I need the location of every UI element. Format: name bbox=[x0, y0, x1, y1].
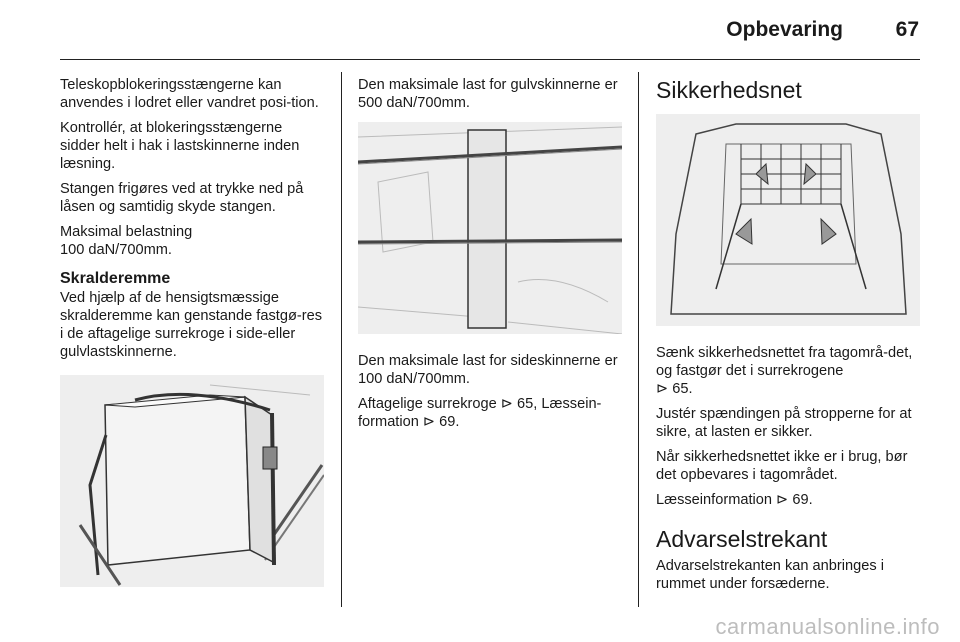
paragraph-ratchet-straps: Ved hjælp af de hensigtsmæssige skralderemme kan genstande fastgø-res i de aftagelige surrekroge i side-eller gulvlastskinnerne. bbox=[60, 290, 322, 360]
paragraph-lower-net bbox=[656, 344, 922, 398]
safety-net-illustration bbox=[656, 114, 920, 326]
middle-column bbox=[358, 76, 624, 438]
watermark-footer: carmanualsonline.info bbox=[715, 614, 940, 639]
right-column bbox=[656, 76, 922, 600]
paragraph-removable-hooks: Aftagelige surrekroge ⊳ 65, Læssein-formation ⊳ 69. bbox=[358, 396, 602, 430]
header-divider bbox=[60, 59, 920, 60]
paragraph-max-load bbox=[60, 223, 326, 259]
heading-warning-triangle: Advarselstrekant bbox=[656, 526, 828, 552]
page-number: 67 bbox=[895, 18, 919, 41]
paragraph-floor-rail-load: Den maksimale last for gulvskinnerne er 500 daN/700mm. bbox=[358, 77, 618, 111]
max-load-value: 100 daN/700mm. bbox=[60, 242, 172, 258]
left-column bbox=[60, 76, 326, 605]
heading-safety-net: Sikkerhedsnet bbox=[656, 77, 802, 103]
page-header-title: Opbevaring bbox=[726, 18, 843, 41]
max-load-label: Maksimal belastning bbox=[60, 224, 193, 240]
column-divider-left bbox=[341, 72, 342, 607]
heading-ratchet-straps: Skralderemme bbox=[60, 270, 171, 287]
lower-net-ref: ⊳ 65. bbox=[656, 381, 693, 397]
lower-net-text: Sænk sikkerhedsnettet fra tagområ-det, og fastgør det i surrekrogene bbox=[656, 345, 913, 379]
ratchet-strap-illustration bbox=[60, 375, 324, 587]
paragraph-telescopic-bars: Teleskopblokeringsstængerne kan anvendes i lodret eller vandret posi-tion. bbox=[60, 77, 319, 111]
column-divider-right bbox=[638, 72, 639, 607]
paragraph-adjust-straps: Justér spændingen på stropperne for at sikre, at lasten er sikker. bbox=[656, 406, 912, 440]
paragraph-loading-info: Læsseinformation ⊳ 69. bbox=[656, 492, 813, 508]
load-bar-illustration bbox=[358, 122, 622, 334]
paragraph-store-net: Når sikkerhedsnettet ikke er i brug, bør det opbevares i tagområdet. bbox=[656, 449, 908, 483]
paragraph-warning-triangle: Advarselstrekanten kan anbringes i rummet under forsæderne. bbox=[656, 558, 884, 592]
paragraph-release-bar: Stangen frigøres ved at trykke ned på låsen og samtidig skyde stangen. bbox=[60, 181, 304, 215]
paragraph-check-bars: Kontrollér, at blokeringsstængerne sidder helt i hak i lastskinnerne inden læsning. bbox=[60, 120, 300, 172]
paragraph-side-rail-load: Den maksimale last for sideskinnerne er 100 daN/700mm. bbox=[358, 353, 618, 387]
